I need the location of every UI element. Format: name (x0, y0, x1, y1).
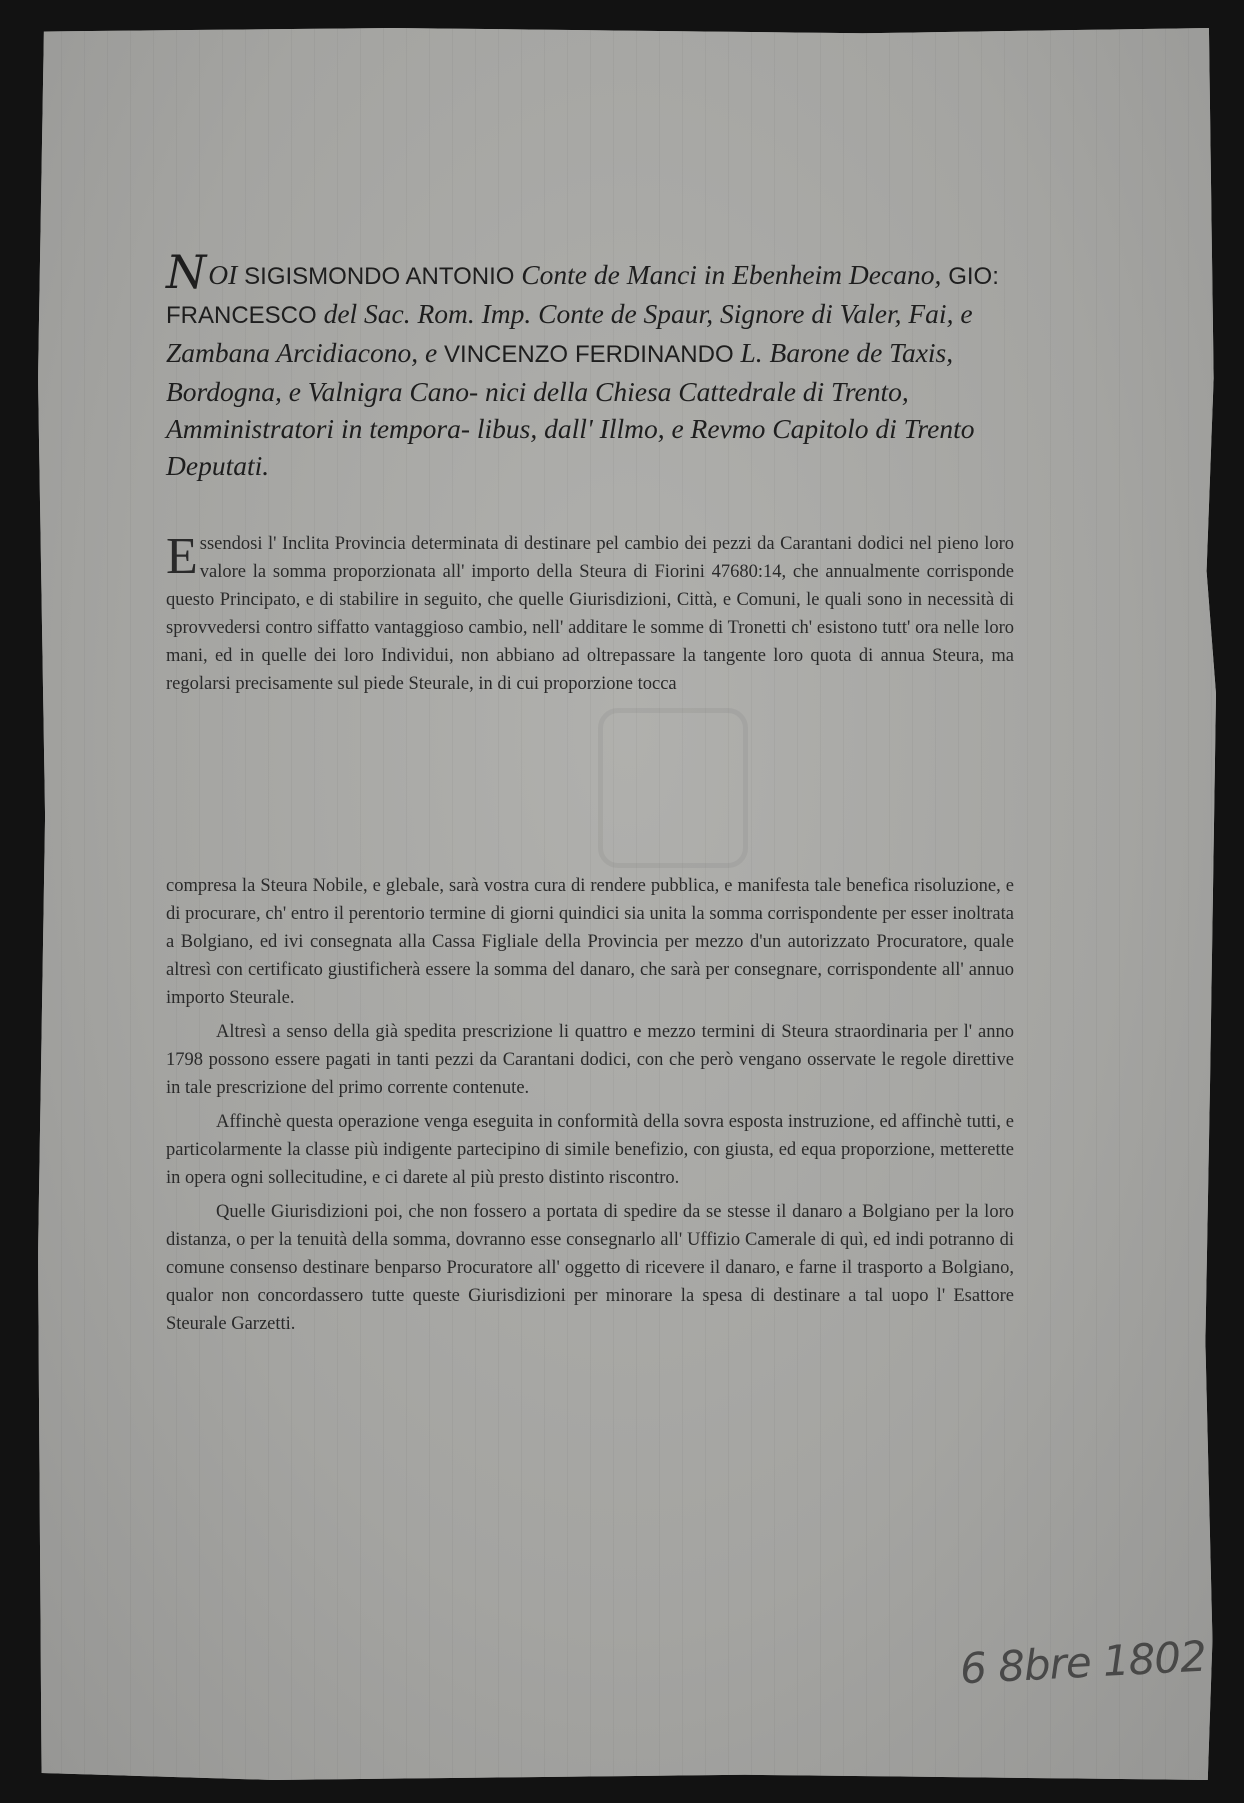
paragraph-block (166, 872, 1014, 1344)
handwritten-date: 6 8bre 1802 (958, 1631, 1207, 1694)
paragraph-drop-cap: E (166, 528, 198, 585)
paragraph-2: compresa la Steura Nobile, e glebale, sarà vostra cura di rendere pubblica, e manifesta tale benefica risoluzione, e di procurare, ch' entro il perentorio termine di giorni quindici sia unita la somma corrispondente per esser inoltrata a Bolgiano, ed ivi consegnata alla Cassa Figliale della Provincia per mezzo d'un autorizzato Procuratore, quale altresì con certificato giustificherà essere la somma del danaro, che sarà per consegnare, corrispondente all' annuo importo Steurale. (166, 876, 1014, 1008)
heading-text: Conte de Manci in Ebenheim (521, 259, 843, 290)
heading-text: Decano, (848, 259, 942, 290)
paragraph-4: Affinchè questa operazione venga eseguita in conformità della sovra esposta instruzione, ed affinchè tutti, e particolarmente la classe più indigente partecipino di simile benefizio, con giusta, ed equa proporzione, metterette in opera ogni sollecitudine, e ci darete al più presto distinto riscontro. (166, 1112, 1014, 1188)
decree-heading (166, 245, 1006, 484)
heading-text: L. Barone de Taxis, Bordogna, e Valnigra Cano- (166, 337, 954, 407)
paragraph-intro-text: ssendosi l' Inclita Provincia determinata di destinare pel cambio dei pezzi da Carantani dodici nel pieno loro valore la somma proporzionata all' importo della Steura di Fiorini 47680:14, che annualmente corrisponde questo Principato, e di stabilire in seguito, che quelle Giurisdizioni, Città, e Comuni, le quali sono in necessità di sprovvedersi contro siffatto vantaggioso cambio, nell' additare le somme di Tronetti ch' esistono tutt' ora nelle loro mani, ed in quelle dei loro Individui, non abbiano ad oltrepassare la tangente loro quota di annua Steura, ma regolarsi precisamente sul piede Steurale, in di cui proporzione tocca (166, 534, 1014, 694)
paragraph-intro (166, 530, 1014, 698)
heading-text: Signore di Valer, Fai, e Zambana Arcidiacono, e (166, 298, 973, 368)
heading-text: libus, dall' Illmo, e Revmo Capitolo di Trento Deputati. (166, 413, 975, 481)
heading-text: del Sac. Rom. Imp. Conte de Spaur, (323, 298, 714, 329)
heading-name: GIO: FRANCESCO (166, 263, 999, 329)
heading-name: SIGISMONDO ANTONIO (244, 263, 515, 290)
heading-text: OI (208, 259, 238, 290)
paragraph-5: Quelle Giurisdizioni poi, che non fossero a portata di spedire da se stesse il danaro a Bolgiano per la loro distanza, o per la tenuità della somma, dovranno esse consegnarlo all' Uffizio Camerale di quì, ed indi potranno di comune consenso destinare benparso Procuratore all' oggetto di ricevere il danaro, e farne il trasporto a Bolgiano, qualor non concordassero tutte queste Giurisdizioni per minorare la spesa di destinare a tal uopo l' Esattore Steurale Garzetti. (166, 1202, 1014, 1334)
heading-name: FERDINANDO (574, 341, 734, 368)
heading-name: VINCENZO (444, 341, 569, 368)
heading-drop-cap: N (166, 245, 207, 299)
paragraph-3: Altresì a senso della già spedita prescrizione li quattro e mezzo termini di Steura straordinaria per l' anno 1798 possono essere pagati in tanti pezzi da Carantani dodici, con che però vengano osservate le regole direttive in tale prescrizione del primo corrente contenute. (166, 1022, 1014, 1098)
heading-text: nici della Chiesa Cattedrale di Trento, Amministratori in tempora- (166, 376, 909, 444)
show-through-mark (598, 708, 748, 868)
